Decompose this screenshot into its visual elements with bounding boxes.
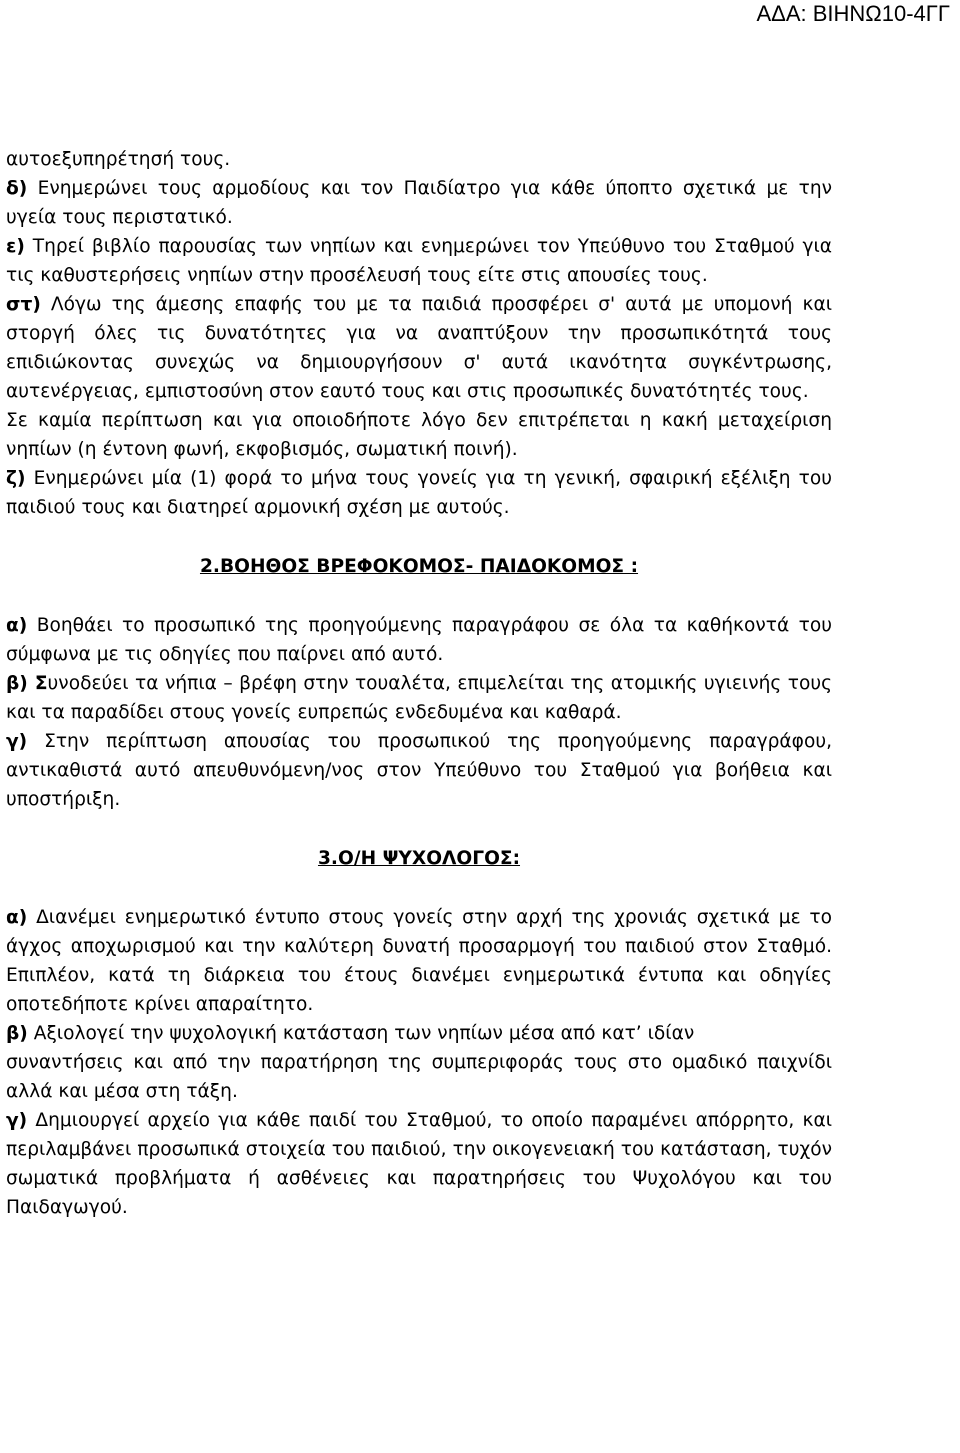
item-label-s3-a: α) [6,907,28,928]
item-label-z: ζ) [6,468,26,489]
paragraph-s2-c [6,727,832,814]
item-label-s3-b: β) [6,1023,28,1044]
item-label-s3-c: γ) [6,1110,28,1131]
item-text-s2-c: Στην περίπτωση απουσίας του προσωπικού της προηγούμενης παραγράφου, αντικαθιστά αυτό απευθυνόμενη/νος στον Υπεύθυνο του Σταθμού για βοήθεια και υποστήριξη. [6,731,832,810]
item-text-s3-b: Αξιολογεί την ψυχολογική κατάσταση των νηπίων μέσα από κατ’ ιδίαν [27,1023,695,1044]
item-text-e: Τηρεί βιβλίο παρουσίας των νηπίων και ενημερώνει τον Υπεύθυνο του Σταθμού για τις καθυστερήσεις νηπίων στην προσέλευσή τους είτε στις απουσίες τους. [6,236,832,286]
spacer [6,581,832,611]
paragraph-prohibition: Σε καμία περίπτωση και για οποιοδήποτε λόγο δεν επιτρέπεται η κακή μεταχείριση νηπίων (η έντονη φωνή, εκφοβισμός, σωματική ποινή). [6,410,832,460]
item-label-st: στ) [6,294,41,315]
spacer [6,814,832,844]
paragraph-z [6,464,832,522]
item-text-s3-c: Δημιουργεί αρχείο για κάθε παιδί του Σταθμού, το οποίο παραμένει απόρρητο, και περιλαμβάνει προσωπικά στοιχεία του παιδιού, την οικογενειακή του κατάσταση, τυχόν σωματικά προβλήματα ή ασθένειες και παρατηρήσεις του Ψυχολόγου και του Παιδαγωγού. [6,1110,832,1218]
paragraph-s3-a [6,903,832,1019]
item-text-s2-b: υνοδεύει τα νήπια – βρέφη στην τουαλέτα, επιμελείται της ατομικής υγιεινής τους και τα παραδίδει στους γονείς ευπρεπώς ενδεδυμένα και καθαρά. [6,673,833,723]
item-label-d: δ) [6,178,28,199]
paragraph-e [6,232,832,290]
item-label-s2-b: β) Σ [6,673,48,694]
section-title-psychologist: 3.Ο/Η ΨΥΧΟΛΟΓΟΣ: [317,848,521,869]
spacer [6,873,832,903]
item-label-s2-c: γ) [6,731,28,752]
item-text-s3-a: Διανέμει ενημερωτικό έντυπο στους γονείς στην αρχή της χρονιάς σχετικά με το άγχος αποχωρισμού και την καλύτερη δυνατή προσαρμογή του παιδιού στον Σταθμό. Επιπλέον, κατά τη διάρκεια του έτους διανέμει ενημερωτικά έντυπα και οδηγίες οποτεδήποτε κρίνει απαραίτητο. [6,907,832,1015]
paragraph-s3-b [6,1019,832,1048]
document-code: ΑΔΑ: ΒΙΗΝΩ10-4ΓΓ [756,1,950,26]
spacer [6,522,832,552]
paragraph-st [6,290,832,406]
paragraph-d [6,174,832,232]
paragraph-s2-a [6,611,832,669]
paragraph-s2-b [6,669,832,727]
item-text-s2-a: Βοηθάει το προσωπικό της προηγούμενης παραγράφου σε όλα τα καθήκοντά του σύμφωνα με τις οδηγίες που παίρνει από αυτό. [6,615,832,665]
item-text-z: Ενημερώνει μία (1) φορά το μήνα τους γονείς για τη γενική, σφαιρική εξέλιξη του παιδιού τους και διατηρεί αρμονική σχέση με αυτούς. [6,468,832,518]
item-text-d: Ενημερώνει τους αρμοδίους και τον Παιδίατρο για κάθε ύποπτο σχετικά με την υγεία τους περιστατικό. [6,178,832,228]
section-title-assistant: 2.ΒΟΗΘΟΣ ΒΡΕΦΟΚΟΜΟΣ- ΠΑΙΔΟΚΟΜΟΣ : [199,556,639,577]
item-label-s2-a: α) [6,615,28,636]
item-text-st: Λόγω της άμεσης επαφής του με τα παιδιά προσφέρει σ' αυτά με υπομονή και στοργή όλες τις δυνατότητες για να αναπτύξουν την προσωπικότητά τους επιδιώκοντας συνεχώς να δημιουργήσουν σ' αυτά ικανότητα συγκέντρωσης, αυτενέργειας, εμπιστοσύνη στον εαυτό τους και στις προσωπικές δυνατότητές τους. [6,294,832,402]
paragraph-s3-b-cont: συναντήσεις και από την παρατήρηση της συμπεριφοράς τους στο ομαδικό παιχνίδι αλλά και μέσα στη τάξη. [6,1052,832,1102]
paragraph-s3-c [6,1106,832,1222]
paragraph-continuation: αυτοεξυπηρέτησή τους. [6,149,231,170]
document-body [6,145,832,1222]
item-label-e: ε) [6,236,25,257]
